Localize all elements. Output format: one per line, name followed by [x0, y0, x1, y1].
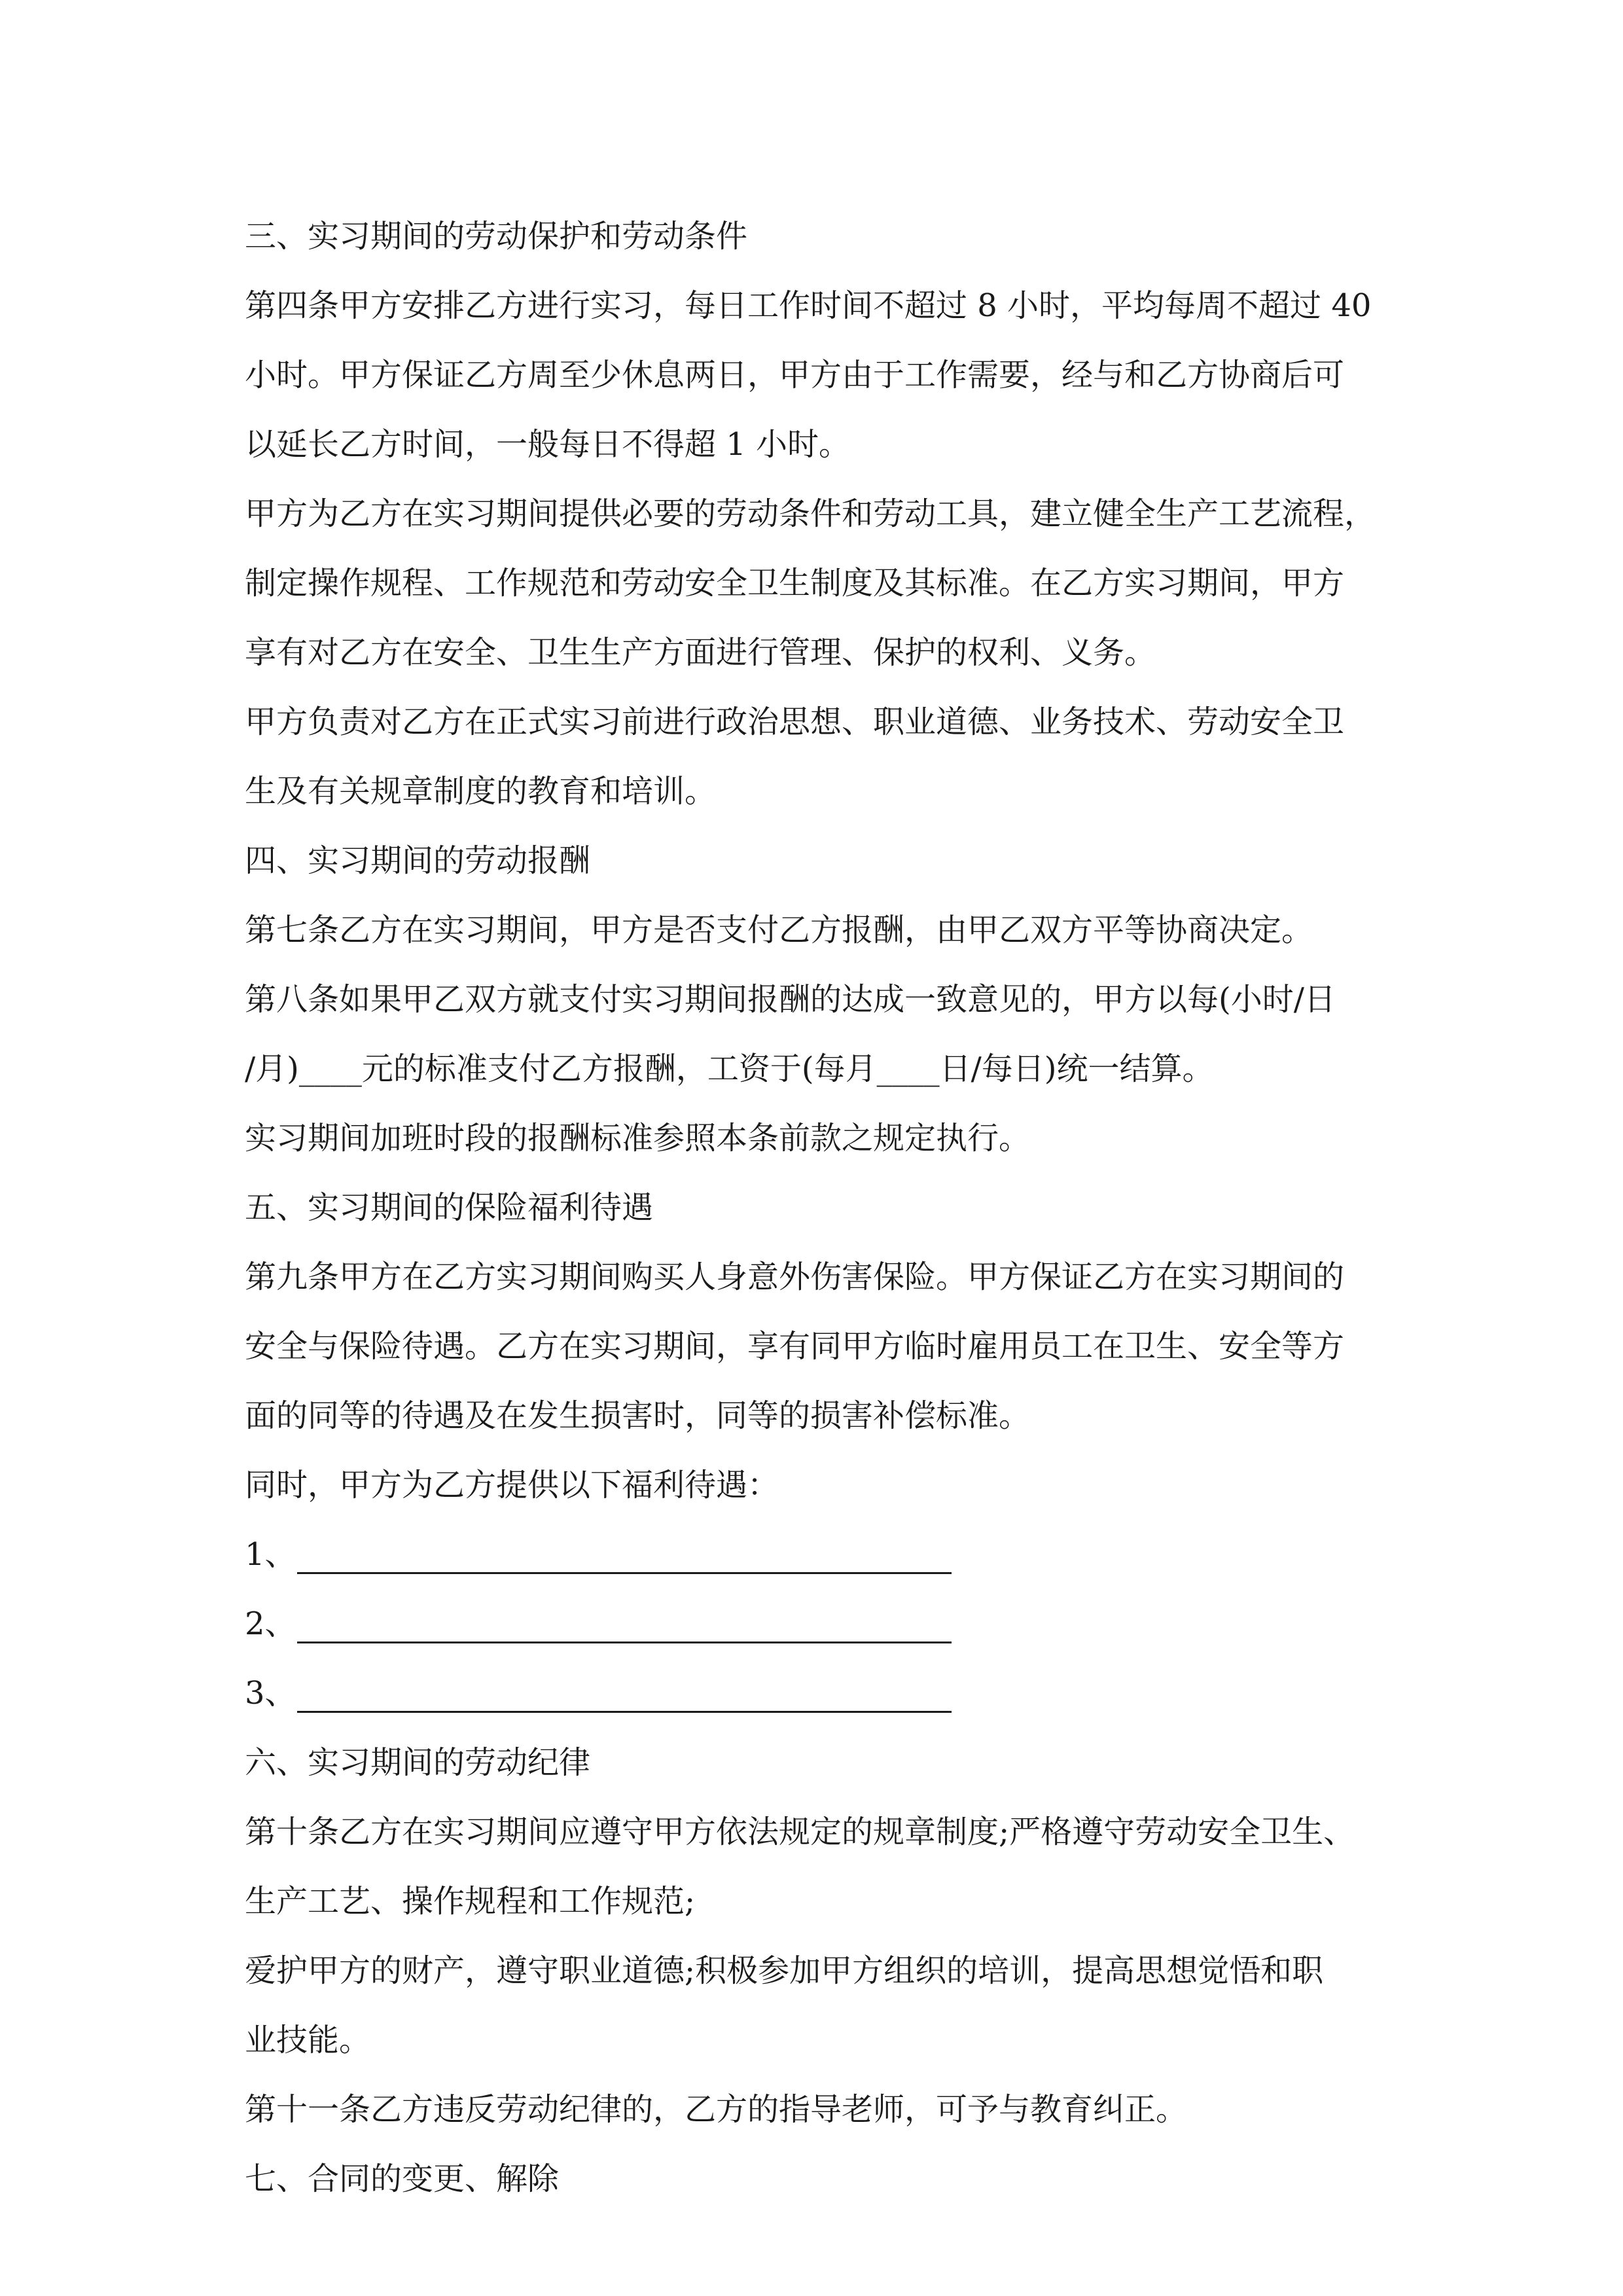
document-body [245, 202, 1383, 2214]
section-heading: 四、实习期间的劳动报酬 [245, 842, 591, 879]
paragraph-line: 业技能。 [245, 2022, 371, 2058]
paragraph-line: 小时。甲方保证乙方周至少休息两日，甲方由于工作需要，经与和乙方协商后可 [245, 357, 1345, 393]
paragraph-line: 享有对乙方在安全、卫生生产方面进行管理、保护的权利、义务。 [245, 634, 1156, 671]
paragraph-line: 实习期间加班时段的报酬标准参照本条前款之规定执行。 [245, 1120, 1031, 1157]
section-heading: 五、实习期间的保险福利待遇 [245, 1189, 654, 1226]
paragraph-line: 第九条甲方在乙方实习期间购买人身意外伤害保险。甲方保证乙方在实习期间的 [245, 1259, 1345, 1295]
paragraph-line: 生产工艺、操作规程和工作规范; [245, 1883, 696, 1920]
benefit-blank-item [245, 1520, 1383, 1589]
paragraph-line: 面的同等的待遇及在发生损害时，同等的损害补偿标准。 [245, 1397, 1031, 1434]
benefit-blank-item [245, 1659, 1383, 1728]
paragraph-line: 第十一条乙方违反劳动纪律的，乙方的指导老师，可予与教育纠正。 [245, 2091, 1188, 2128]
paragraph-line: 同时，甲方为乙方提供以下福利待遇： [245, 1467, 779, 1503]
paragraph-line: 安全与保险待遇。乙方在实习期间，享有同甲方临时雇用员工在卫生、安全等方 [245, 1328, 1345, 1365]
benefit-blank-item [245, 1589, 1383, 1659]
paragraph-line: 第七条乙方在实习期间，甲方是否支付乙方报酬，由甲乙双方平等协商决定。 [245, 912, 1313, 948]
paragraph-line: 以延长乙方时间，一般每日不得超 1 小时。 [245, 426, 851, 463]
paragraph-line: 甲方负责对乙方在正式实习前进行政治思想、职业道德、业务技术、劳动安全卫 [245, 704, 1345, 740]
fill-in-blank-line [297, 1641, 952, 1643]
section-heading: 七、合同的变更、解除 [245, 2161, 560, 2197]
blank-item-number: 3、 [245, 1675, 296, 1712]
paragraph-line: 爱护甲方的财产，遵守职业道德;积极参加甲方组织的培训，提高思想觉悟和职 [245, 1952, 1324, 1989]
paragraph-line: 制定操作规程、工作规范和劳动安全卫生制度及其标准。在乙方实习期间，甲方 [245, 565, 1345, 601]
section-heading: 六、实习期间的劳动纪律 [245, 1744, 591, 1781]
blank-item-number: 2、 [245, 1605, 296, 1642]
fill-in-blank-line [297, 1711, 952, 1713]
section-heading: 三、实习期间的劳动保护和劳动条件 [245, 218, 748, 255]
paragraph-line: 甲方为乙方在实习期间提供必要的劳动条件和劳动工具，建立健全生产工艺流程， [245, 495, 1376, 532]
paragraph-line: 第十条乙方在实习期间应遵守甲方依法规定的规章制度;严格遵守劳动安全卫生、 [245, 1814, 1355, 1850]
fill-in-blank-line [297, 1572, 952, 1574]
paragraph-line: 第八条如果甲乙双方就支付实习期间报酬的达成一致意见的，甲方以每(小时/日 [245, 981, 1336, 1018]
paragraph-line: /月)____元的标准支付乙方报酬，工资于(每月____日/每日)统一结算。 [245, 1050, 1214, 1087]
paragraph-line: 生及有关规章制度的教育和培训。 [245, 773, 717, 810]
blank-item-number: 1、 [245, 1536, 296, 1573]
paragraph-line: 第四条甲方安排乙方进行实习，每日工作时间不超过 8 小时，平均每周不超过 40 [245, 287, 1372, 324]
